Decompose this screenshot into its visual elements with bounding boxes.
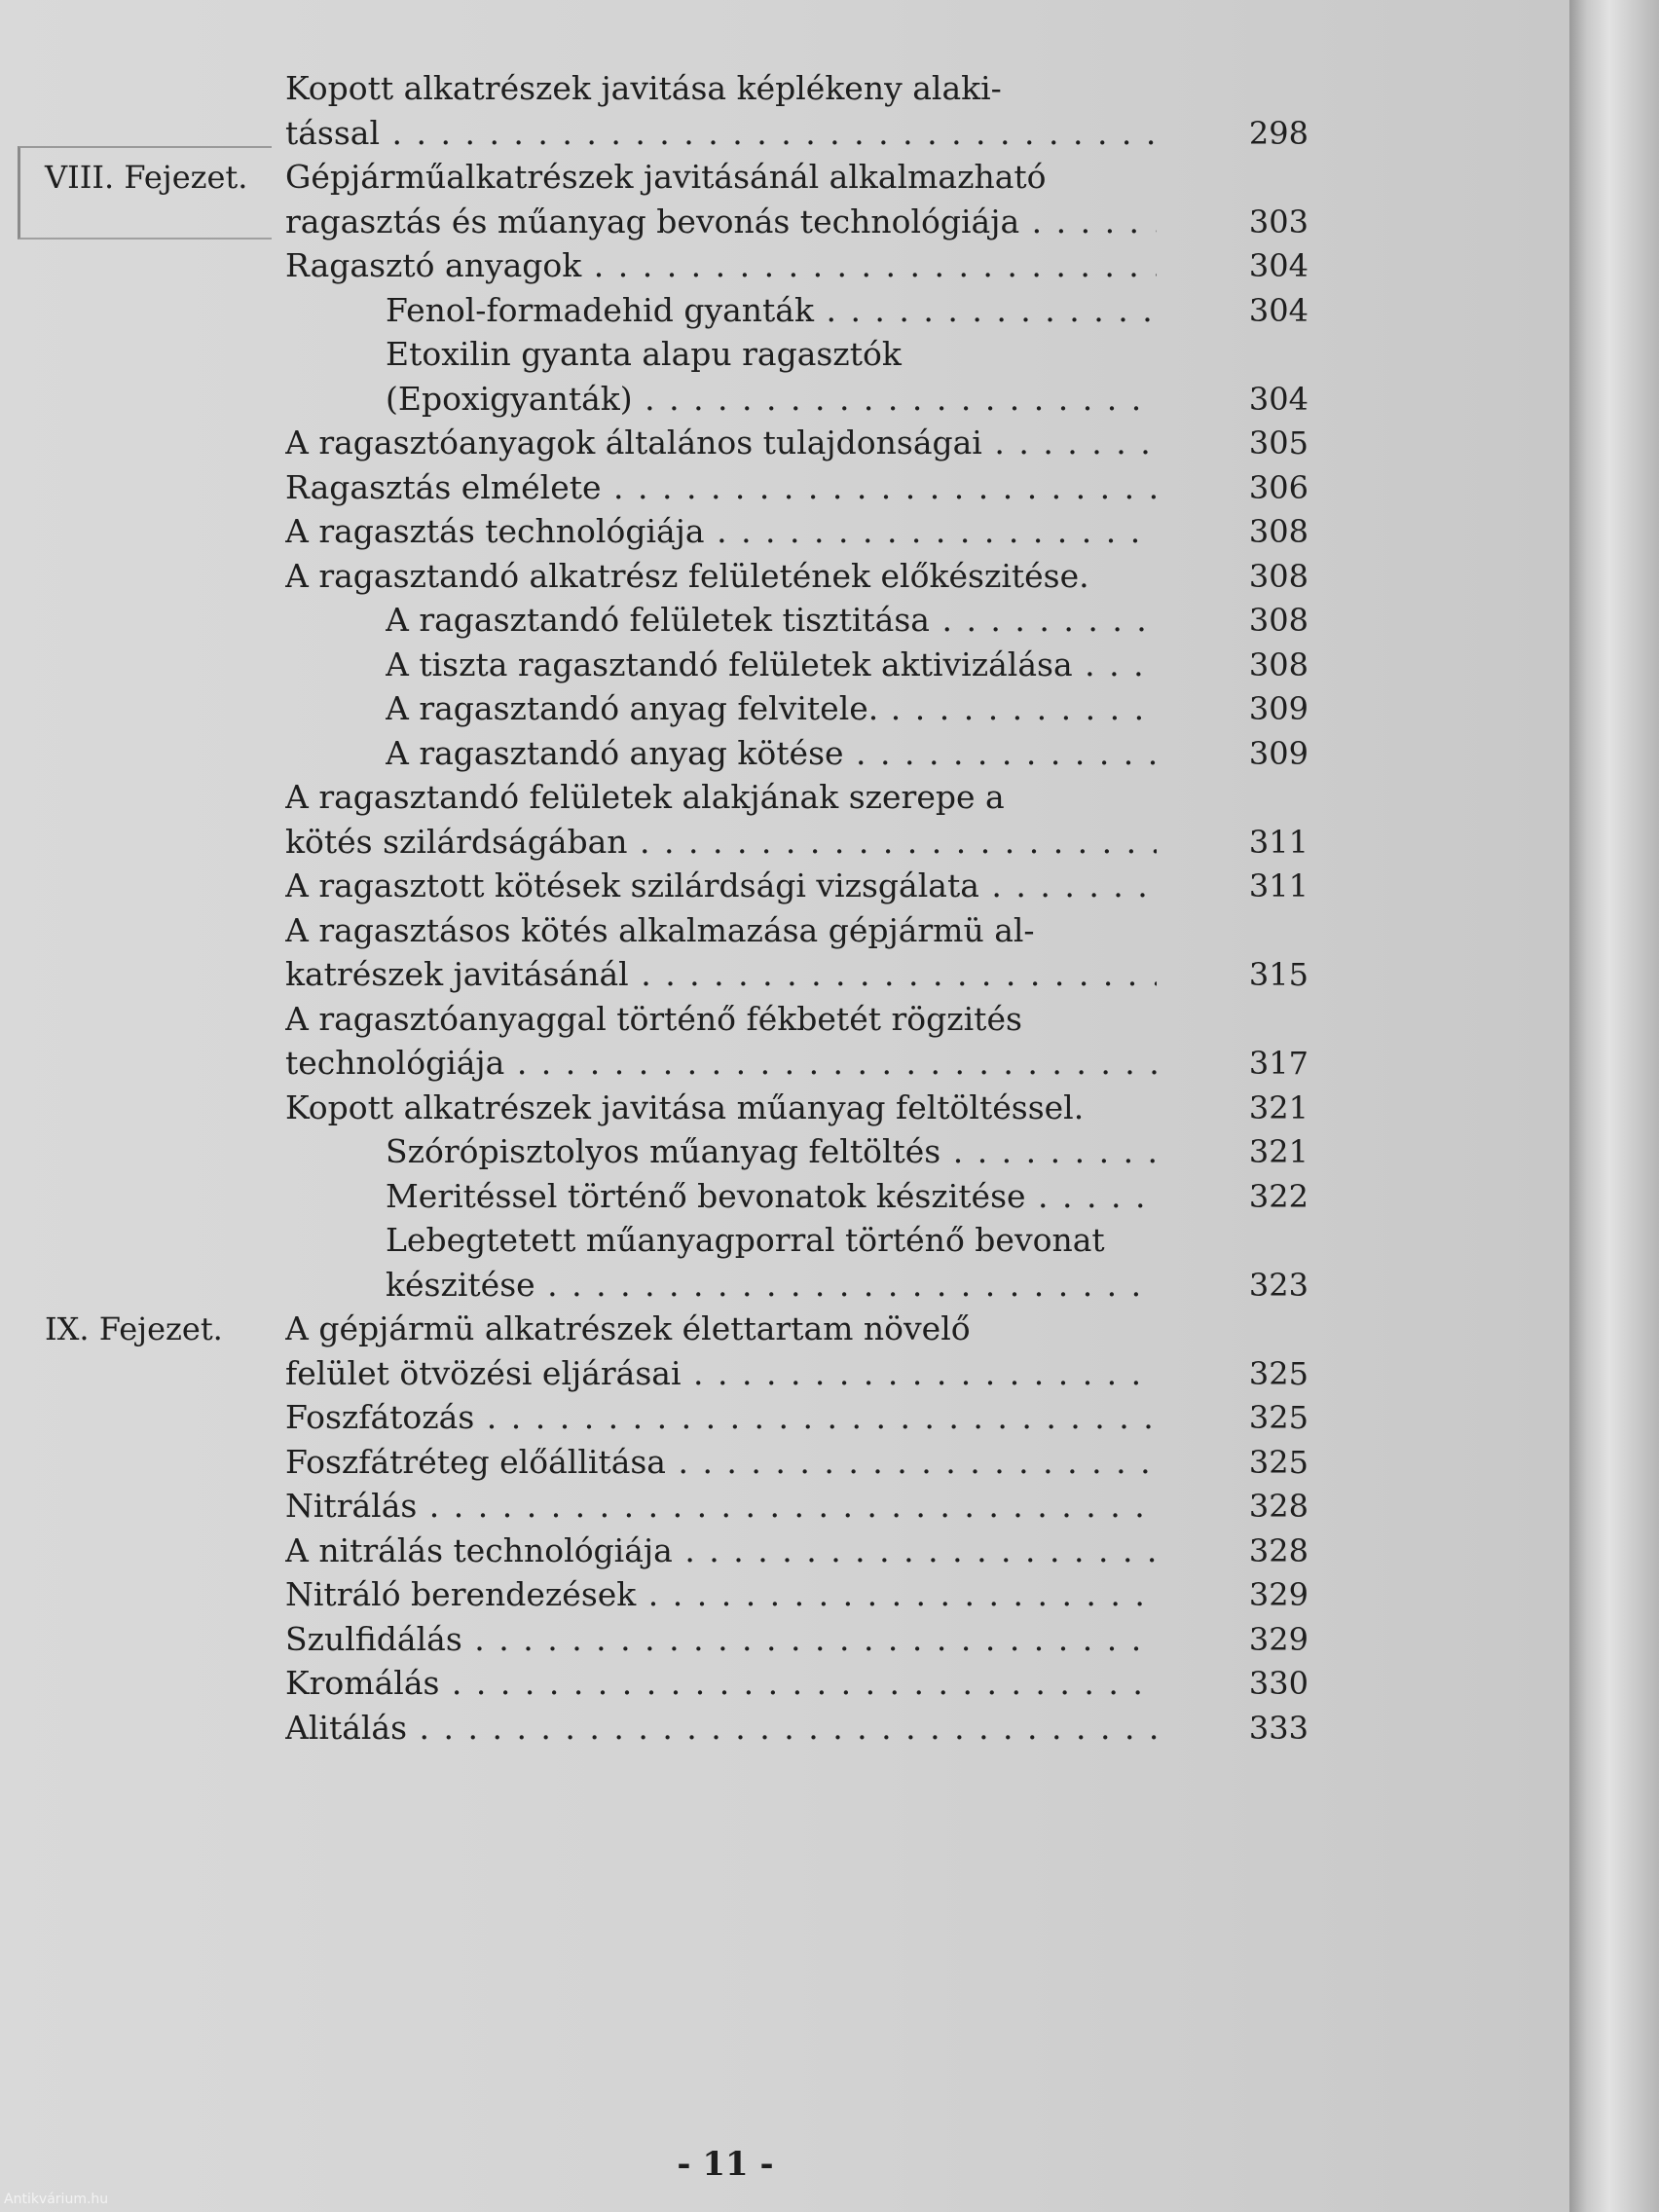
toc-page-number: 323 — [1248, 1266, 1309, 1304]
toc-entry-title: Szórópisztolyos műanyag feltöltés . . . — [386, 1129, 1157, 1174]
toc-page-number: 304 — [1248, 291, 1309, 329]
toc-row — [0, 1395, 1363, 1440]
toc-entry-title: Szulfidálás . . . — [285, 1617, 1157, 1662]
toc-page-number: 311 — [1248, 867, 1309, 904]
toc-entry-title: Fenol-formadehid gyanták . . . — [386, 288, 1157, 333]
toc-page-number: 325 — [1248, 1443, 1309, 1481]
toc-entry-title: Foszfátozás . . . — [285, 1395, 1157, 1440]
toc-row — [0, 686, 1363, 731]
toc-entry-title: A ragasztandó anyag felvitele. . . . — [386, 686, 1157, 731]
toc-page-number: 298 — [1248, 114, 1309, 152]
toc-page-number: 308 — [1248, 602, 1309, 639]
toc-page-number: 328 — [1248, 1488, 1309, 1525]
toc-page-number: 308 — [1248, 645, 1309, 683]
toc-page-number: 309 — [1248, 734, 1309, 772]
toc-page-number: 325 — [1248, 1399, 1309, 1436]
toc-row — [0, 952, 1363, 997]
toc-row — [0, 908, 1363, 953]
toc-entry-title: Gépjárműalkatrészek javitásánál alkalmazható — [285, 158, 1047, 196]
toc-entry-title: (Epoxigyanták) . . . — [386, 377, 1157, 422]
toc-page-number: 305 — [1248, 424, 1309, 461]
toc-row — [0, 1617, 1363, 1662]
toc-row — [0, 465, 1363, 510]
toc-entry-title: A tiszta ragasztandó felületek aktivizálása . . . — [386, 643, 1157, 687]
toc-entry-title: Etoxilin gyanta alapu ragasztók — [386, 335, 902, 373]
toc-page-number: 333 — [1248, 1709, 1309, 1747]
toc-page-number: 317 — [1248, 1045, 1309, 1082]
toc-entry-title: készitése . . . — [386, 1263, 1157, 1308]
toc-row — [0, 731, 1363, 776]
toc-entry-title: Foszfátréteg előállitása . . . — [285, 1440, 1157, 1485]
toc-row — [0, 509, 1363, 554]
toc-row — [0, 1174, 1363, 1219]
toc-entry-title: A gépjármü alkatrészek élettartam növelő — [285, 1309, 971, 1347]
toc-page-number: 328 — [1248, 1531, 1309, 1569]
toc-row — [0, 775, 1363, 820]
toc-page-number: 308 — [1248, 513, 1309, 550]
toc-row — [0, 1351, 1363, 1396]
toc-row — [0, 155, 1363, 200]
toc-entry-title: Lebegtetett műanyagporral történő bevonat — [386, 1221, 1105, 1259]
toc-row — [0, 288, 1363, 333]
toc-entry-title: felület ötvözési eljárásai . . . — [285, 1351, 1157, 1396]
page-footer-number: - 11 - — [677, 2145, 774, 2184]
toc-entry-title: A ragasztóanyagok általános tulajdonságai . . . — [285, 421, 1157, 465]
toc-page-number: 315 — [1248, 956, 1309, 993]
toc-entry-title: ragasztás és műanyag bevonás technológiája . . . — [285, 200, 1157, 244]
toc-page-number: 329 — [1248, 1576, 1309, 1613]
toc-page-number: 308 — [1248, 557, 1309, 595]
toc-row — [0, 66, 1363, 111]
toc-row — [0, 243, 1363, 288]
toc-entry-title: Ragasztás elmélete . . . — [285, 465, 1157, 510]
toc-page-number: 311 — [1248, 823, 1309, 861]
toc-entry-title: A nitrálás technológiája . . . — [285, 1529, 1157, 1573]
toc-row — [0, 1086, 1363, 1130]
toc-entry-title: Meritéssel történő bevonatok készitése . . . — [386, 1174, 1157, 1219]
toc-row — [0, 421, 1363, 465]
toc-entry-title: A ragasztandó felületek tisztitása . . . — [386, 598, 1157, 643]
toc-page-number: 306 — [1248, 468, 1309, 506]
toc-row — [0, 864, 1363, 908]
toc-entry-title: Alitálás . . . — [285, 1706, 1157, 1751]
toc-entry-title: A ragasztandó anyag kötése . . . — [386, 731, 1157, 776]
toc-entry-title: kötés szilárdságában . . . — [285, 820, 1157, 865]
chapter-label: VIII. Fejezet. — [45, 159, 248, 196]
toc-row — [0, 200, 1363, 244]
toc-page-number: 329 — [1248, 1620, 1309, 1658]
toc-row — [0, 820, 1363, 865]
toc-row — [0, 1529, 1363, 1573]
toc-row — [0, 997, 1363, 1042]
watermark: Antikvárium.hu — [4, 2192, 109, 2207]
toc-row — [0, 1129, 1363, 1174]
toc-entry-title: A ragasztott kötések szilárdsági vizsgálata . . . — [285, 864, 1157, 908]
toc-entry-title: Kopott alkatrészek javitása műanyag feltöltéssel. — [285, 1088, 1085, 1126]
toc-entry-title: Nitrálás . . . — [285, 1484, 1157, 1529]
page-edge-stack — [1569, 0, 1659, 2212]
toc-entry-title: A ragasztóanyaggal történő fékbetét rögzités — [285, 999, 1022, 1038]
toc-row — [0, 1484, 1363, 1529]
toc-entry-title: katrészek javitásánál . . . — [285, 952, 1157, 997]
toc-page-number: 321 — [1248, 1133, 1309, 1170]
toc-entry-title: tással . . . — [285, 111, 1157, 156]
toc-row — [0, 1572, 1363, 1617]
toc-row — [0, 1263, 1363, 1308]
toc-page-number: 330 — [1248, 1665, 1309, 1702]
toc-row — [0, 332, 1363, 377]
toc-row — [0, 1706, 1363, 1751]
toc-entry-title: A ragasztás technológiája . . . — [285, 509, 1157, 554]
toc-row — [0, 377, 1363, 422]
toc-entry-title: technológiája . . . — [285, 1041, 1157, 1086]
toc-page-number: 303 — [1248, 203, 1309, 240]
toc-row — [0, 643, 1363, 687]
toc-entry-title: Kromálás . . . — [285, 1661, 1157, 1706]
toc-page-number: 309 — [1248, 690, 1309, 727]
toc-entry-title: Nitráló berendezések . . . — [285, 1572, 1157, 1617]
toc-entry-title: Kopott alkatrészek javitása képlékeny alaki- — [285, 69, 1002, 107]
toc-row — [0, 1041, 1363, 1086]
toc-row — [0, 1661, 1363, 1706]
toc-entry-title: Ragasztó anyagok . . . — [285, 243, 1157, 288]
toc-entry-title: A ragasztandó alkatrész felületének előkészitése. — [285, 556, 1089, 595]
toc-entry-title: A ragasztásos kötés alkalmazása gépjármü al- — [285, 910, 1035, 949]
toc-page-number: 325 — [1248, 1354, 1309, 1392]
toc-row — [0, 554, 1363, 599]
toc-row — [0, 1218, 1363, 1263]
toc-page-number: 321 — [1248, 1088, 1309, 1126]
toc-row — [0, 1307, 1363, 1351]
toc-page-number: 304 — [1248, 380, 1309, 418]
chapter-label: IX. Fejezet. — [45, 1310, 223, 1347]
toc-row — [0, 1440, 1363, 1485]
toc-entry-title: A ragasztandó felületek alakjának szerepe a — [285, 778, 1005, 816]
toc-row — [0, 598, 1363, 643]
toc-page-number: 304 — [1248, 247, 1309, 284]
toc-page-number: 322 — [1248, 1177, 1309, 1215]
toc-row — [0, 111, 1363, 156]
